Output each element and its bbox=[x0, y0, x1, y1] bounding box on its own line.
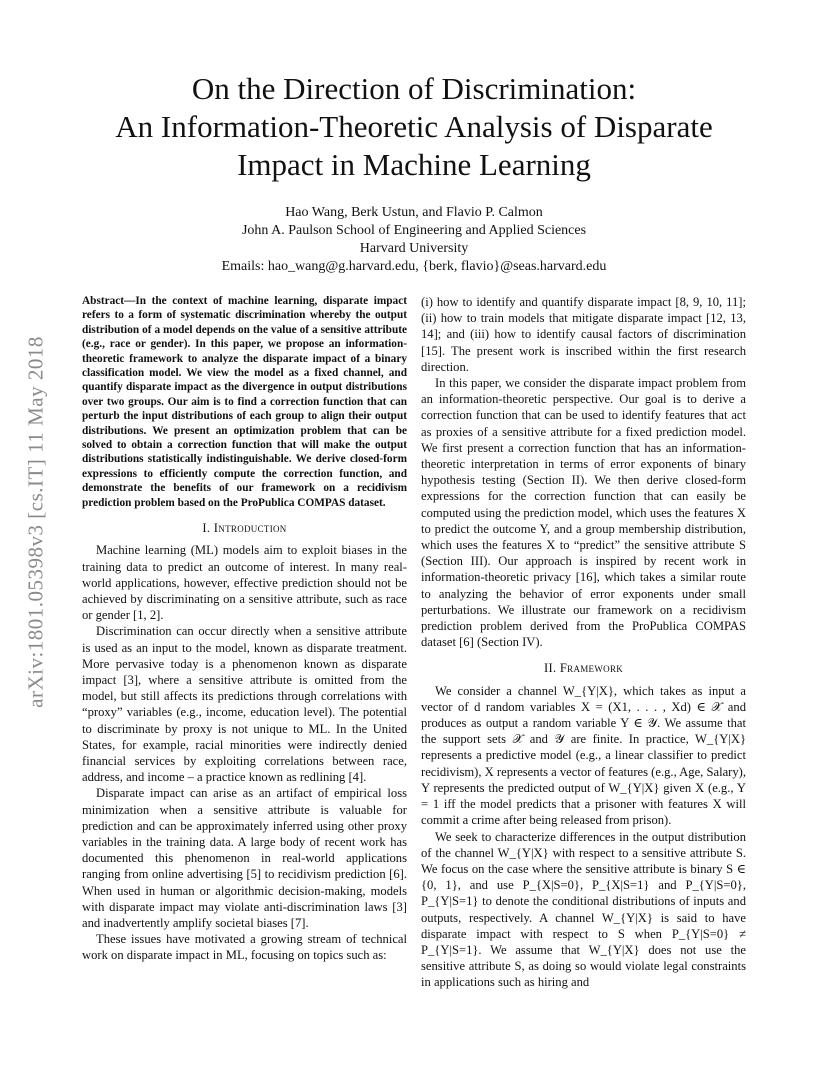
intro-paragraph: In this paper, we consider the disparate impact problem from an information-theoretic perspective. Our goal is to derive a correction function that can be used to identify features that act as proxies of a sensitive attribute for a fixed prediction model. We first present a correction function that has an information-theoretic interpretation in terms of error exponents of binary hypothesis testing (Section II). We then derive closed-form expressions for the correction function that can easily be computed using the prediction model, which uses the features X to predict the outcome Y, and a group membership distribution, which uses the features X to “predict” the sensitive attribute S (Section III). Our approach is inspired by recent work in information-theoretic privacy [16], which takes a similar route to analyzing the behavior of error exponents under small perturbations. We illustrate our framework on a recidivism prediction problem derived from the ProPublica COMPAS dataset [6] (Section IV). bbox=[421, 376, 746, 650]
author-block bbox=[64, 204, 764, 276]
framework-paragraph: We seek to characterize differences in the output distribution of the channel W_{Y|X} with respect to a sensitive attribute S. We focus on the case where the sensitive attribute is binary S ∈ {0, 1}, and use P_{X|S=0}, P_{X|S=1} and P_{Y|S=0}, P_{Y|S=1} to denote the conditional distributions of inputs and outputs, respectively. A channel W_{Y|X} is said to have disparate impact with respect to S when P_{Y|S=0} ≠ P_{Y|S=1}. We assume that W_{Y|X} does not use the sensitive attribute S, as doing so would violate legal constraints in applications such as hiring and bbox=[421, 829, 746, 990]
university: Harvard University bbox=[359, 241, 469, 256]
intro-paragraph: Machine learning (ML) models aim to exploit biases in the training data to predict an outcome of interest. In many real-world applications, however, effective prediction should not be achieved by discriminating on a sensitive attribute, such as race or gender [1, 2]. bbox=[82, 543, 407, 623]
framework-paragraph: We consider a channel W_{Y|X}, which takes as input a vector of d random variables X = (X1, . . . , Xd) ∈ 𝒳 and produces as output a random variable Y ∈ 𝒴. We assume that the support sets 𝒳 and 𝒴 are finite. In practice, W_{Y|X} represents a predictive model (e.g., a linear classifier to predict recidivism), X represents a vector of features (e.g., Age, Salary), Y represents the predicted output of W_{Y|X} given X (e.g., Y = 1 iff the model predicts that a prisoner with features X will commit a crime after being released from prison). bbox=[421, 683, 746, 828]
affiliation: John A. Paulson School of Engineering and Applied Sciences bbox=[241, 223, 587, 238]
intro-paragraph: Discrimination can occur directly when a sensitive attribute is used as an input to the model, known as disparate treatment. More pervasive today is a phenomenon known as disparate impact [3], where a sensitive attribute is omitted from the model, but still affects its predictions through correlations with “proxy” variables (e.g., income, education level). The potential to discriminate by proxy is not unique to ML. In the United States, for example, racial minorities were indirectly denied financial services by exploiting correlations between race, address, and income – a practice known as redlining [4]. bbox=[82, 624, 407, 785]
title-line-1: On the Direction of Discrimination: bbox=[191, 71, 637, 106]
title-line-3: Impact in Machine Learning bbox=[237, 147, 591, 182]
arxiv-stamp: arXiv:1801.05398v3 [cs.IT] 11 May 2018 bbox=[23, 336, 48, 708]
paper-title bbox=[64, 70, 764, 184]
intro-paragraph: Disparate impact can arise as an artifact of empirical loss minimization when a sensitive attribute is valuable for prediction and can be approximately inferred using other proxy variables in the training data. A large body of recent work has documented this phenomenon in real-world applications ranging from online advertising [5] to recidivism prediction [6]. When used in human or algorithmic decision-making, models with disparate impact may violate anti-discrimination laws [3] and inadvertently amplify societal biases [7]. bbox=[82, 786, 407, 930]
section-heading-framework: II. Framework bbox=[543, 661, 624, 676]
title-line-2: An Information-Theoretic Analysis of Disparate bbox=[115, 109, 713, 144]
right-column bbox=[421, 294, 746, 991]
intro-paragraph: These issues have motivated a growing stream of technical work on disparate impact in ML, focusing on topics such as: bbox=[82, 932, 407, 963]
section-heading-introduction: I. Introduction bbox=[202, 521, 287, 536]
emails: Emails: hao_wang@g.harvard.edu, {berk, flavio}@seas.harvard.edu bbox=[221, 259, 607, 274]
author-names: Hao Wang, Berk Ustun, and Flavio P. Calmon bbox=[285, 205, 543, 220]
left-column bbox=[82, 294, 407, 964]
intro-continued-paragraph: (i) how to identify and quantify disparate impact [8, 9, 10, 11]; (ii) how to train models that mitigate disparate impact [12, 13, 14]; and (iii) how to identify causal factors of discrimination [15]. The present work is inscribed within the first research direction. bbox=[421, 295, 746, 374]
abstract: Abstract—In the context of machine learning, disparate impact refers to a form of systematic discrimination whereby the output distribution of a model depends on the value of a sensitive attribute (e.g., race or gender). In this paper, we propose an information-theoretic framework to analyze the disparate impact of a binary classification model. We view the model as a fixed channel, and quantify disparate impact as the divergence in output distributions over two groups. Our aim is to find a correction function that can perturb the input distributions of each group to align their output distributions. We present an optimization problem that can be solved to obtain a correction function that will make the output distributions statistically indistinguishable. We derive closed-form expressions to efficiently compute the correction function, and demonstrate the benefits of our framework on a recidivism prediction problem based on the ProPublica COMPAS dataset. bbox=[82, 295, 407, 509]
